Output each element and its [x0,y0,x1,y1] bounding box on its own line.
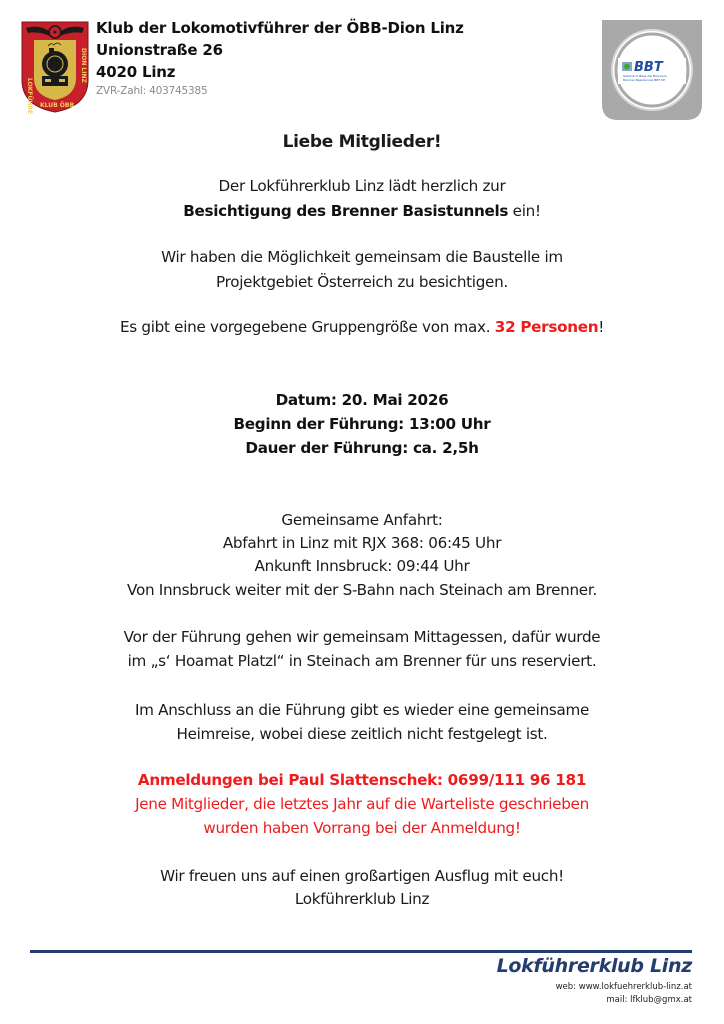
bbt-logo-icon [598,20,706,122]
priority-line-2: wurden haben Vorrang bei der Anmeldung! [203,819,521,837]
travel-heading: Gemeinsame Anfahrt: [281,511,443,529]
opportunity-line-2: Projektgebiet Österreich zu besichtigen. [216,273,508,291]
club-street: Unionstraße 26 [96,41,223,59]
svg-text:Brenner Basistunnel BBT SE: Brenner Basistunnel BBT SE [623,78,665,82]
group-size-suffix: ! [598,318,605,336]
travel-connection: Von Innsbruck weiter mit der S-Bahn nach Steinach am Brenner. [127,581,597,599]
event-start-time: Beginn der Führung: 13:00 Uhr [233,415,491,433]
closing-line-1: Wir freuen uns auf einen großartigen Ausflug mit euch! [160,867,564,885]
registration-contact: Anmeldungen bei Paul Slattenschek: 0699/111 96 181 [137,771,587,789]
closing-signature: Lokführerklub Linz [294,890,430,908]
return-line-2: Heimreise, wobei diese zeitlich nicht festgelegt ist. [176,725,548,743]
intro-line-1: Der Lokführerklub Linz lädt herzlich zur [218,177,506,195]
svg-text:DION LINZ: DION LINZ [80,48,87,83]
footer-brand: Lokführerklub Linz [496,955,692,977]
group-size-limit: 32 Personen [494,318,599,336]
lunch-line-2: im „s‘ Hoamat Platzl“ in Steinach am Brenner für uns reserviert. [127,652,597,670]
svg-text:LOKFÜHRER: LOKFÜHRER [26,78,33,114]
opportunity-line-1: Wir haben die Möglichkeit gemeinsam die Baustelle im [161,248,563,266]
group-size-prefix: Es gibt eine vorgegebene Gruppengröße von max. [119,318,495,336]
club-city: 4020 Linz [96,63,176,81]
club-registration-number: ZVR-Zahl: 403745385 [96,85,208,97]
event-name: Besichtigung des Brenner Basistunnels [183,202,509,220]
svg-text:BBT: BBT [634,60,663,75]
club-emblem-logo [20,18,90,114]
intro-tail: ein! [508,202,541,220]
footer-divider [30,950,692,953]
priority-line-1: Jene Mitglieder, die letztes Jahr auf die Warteliste geschrieben [135,795,589,813]
travel-departure: Abfahrt in Linz mit RJX 368: 06:45 Uhr [222,534,502,552]
greeting-title: Liebe Mitglieder! [282,132,442,152]
return-line-1: Im Anschluss an die Führung gibt es wieder eine gemeinsame [134,701,590,719]
footer-mail-link[interactable]: mail: lfklub@gmx.at [606,995,692,1005]
club-name: Klub der Lokomotivführer der ÖBB-Dion Linz [96,19,464,37]
locomotive-emblem-icon [20,18,90,114]
travel-arrival: Ankunft Innsbruck: 09:44 Uhr [254,557,470,575]
event-date: Datum: 20. Mai 2026 [275,391,449,409]
footer-web-link[interactable]: web: www.lokfuehrerklub-linz.at [555,982,692,992]
intro-line-2 [0,200,724,222]
svg-text:Galleria di Base del Brennero: Galleria di Base del Brennero [623,74,667,78]
bbt-logo [598,20,706,122]
lunch-line-1: Vor der Führung gehen wir gemeinsam Mittagessen, dafür wurde [123,628,601,646]
svg-text:KLUB ÖBB: KLUB ÖBB [40,102,75,109]
group-size-line [0,316,724,338]
event-duration: Dauer der Führung: ca. 2,5h [245,439,479,457]
